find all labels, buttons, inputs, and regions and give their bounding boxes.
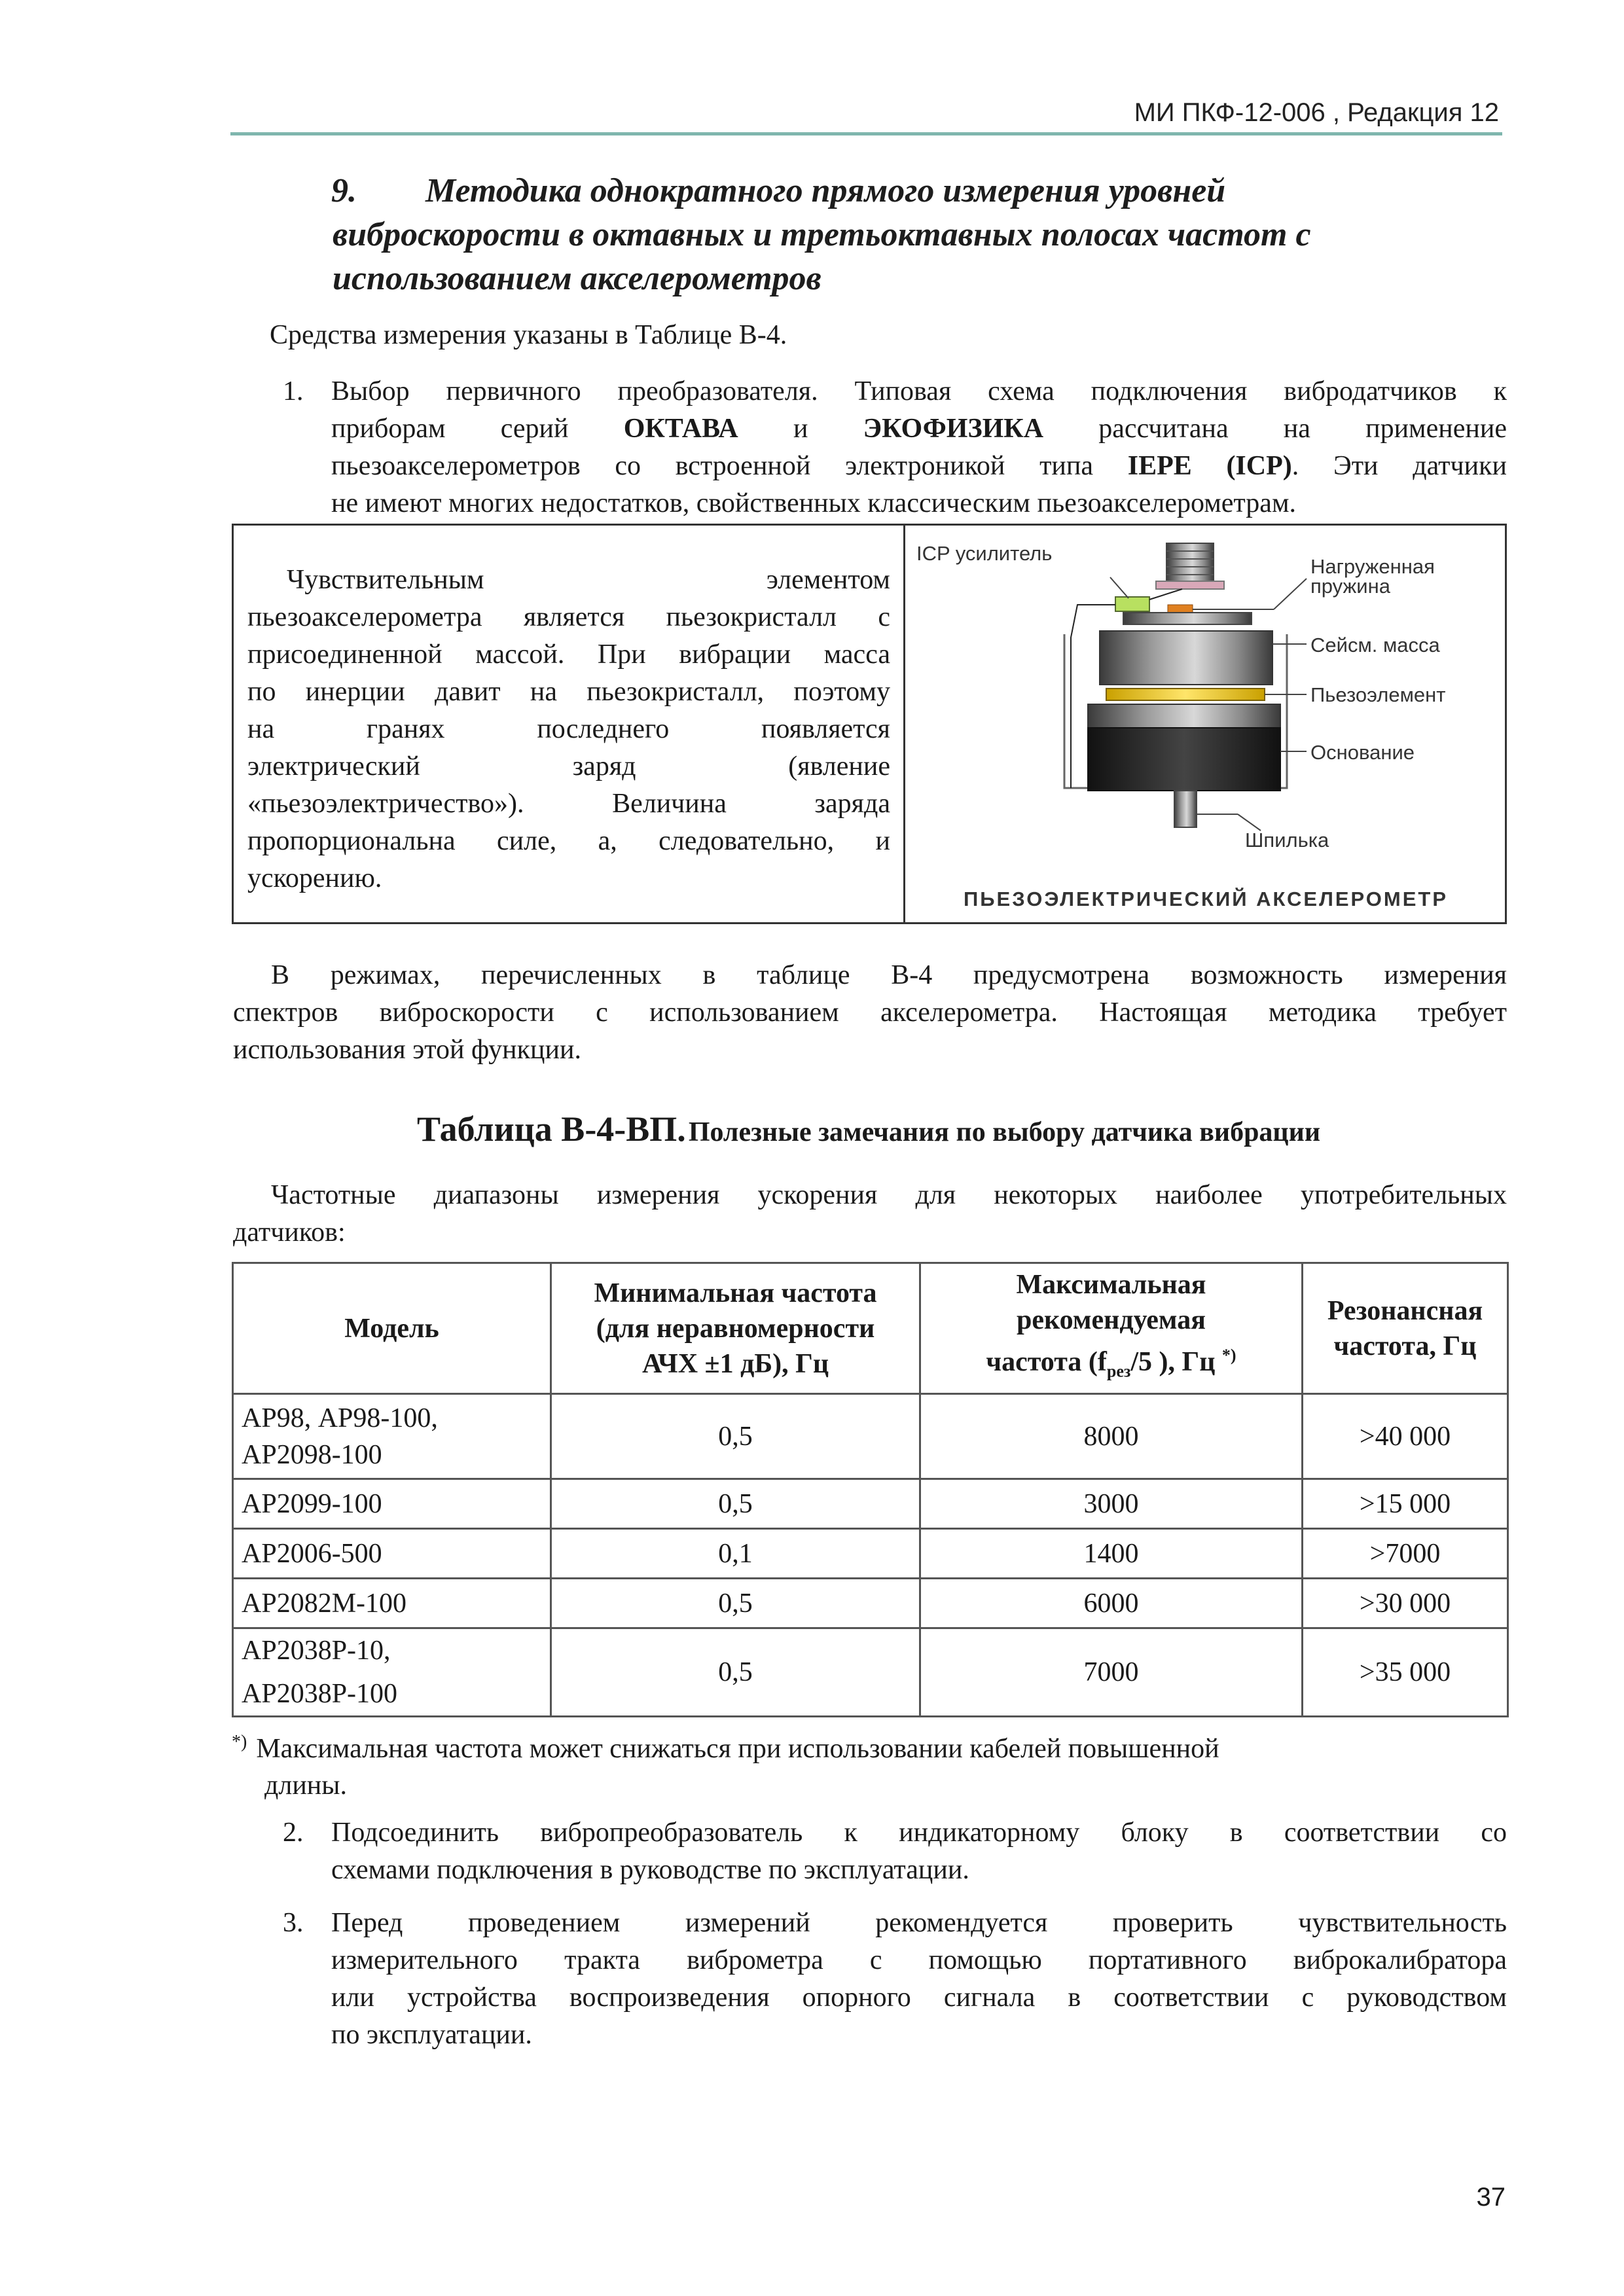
table-row: [233, 1394, 1508, 1479]
table-title: [230, 1109, 1507, 1149]
text-line: Перед проведением измерений рекомендуется проверить чувствительность: [331, 1908, 1507, 1938]
header-divider: [230, 132, 1502, 135]
cell-min: 0,5: [551, 1579, 920, 1628]
table-footnote: *) Максимальная частота может снижаться при использовании кабелей повышенной длины.: [232, 1732, 1219, 1801]
cell-model: АР2099-100: [233, 1479, 551, 1529]
text-line: по эксплуатации.: [331, 2020, 532, 2050]
modes-paragraph: [233, 957, 1507, 1069]
cell-max: 8000: [920, 1394, 1303, 1479]
table-row: [233, 1579, 1508, 1628]
header-model: Модель: [233, 1263, 551, 1394]
table-row: [233, 1529, 1508, 1579]
text-line: Выбор первичного преобразователя. Типовая схема подключения вибродатчиков к: [331, 376, 1507, 406]
list-number: 1.: [283, 376, 304, 406]
connector-flange: [1156, 581, 1224, 589]
seismic-mass: [1100, 631, 1272, 685]
text-line: Чувствительным элементом: [287, 565, 890, 595]
text-line: пропорциональна силе, а, следовательно, и: [247, 826, 890, 856]
label-base: Основание: [1310, 741, 1415, 764]
cell-resonance: >35 000: [1303, 1628, 1508, 1717]
cell-max: 1400: [920, 1529, 1303, 1579]
text-line: электрический заряд (явление: [247, 751, 890, 781]
intro-text: Средства измерения указаны в Таблице В-4.: [270, 320, 787, 350]
text-line: присоединенной массой. При вибрации масса: [247, 639, 890, 670]
text-line: датчиков:: [233, 1217, 346, 1247]
section-title-line: виброскорости в октавных и третьоктавных полосах частот с: [333, 216, 1311, 253]
sensor-table: [232, 1262, 1509, 1717]
label-icp-amplifier: ICP усилитель: [916, 542, 1053, 565]
label-piezo-element: Пьезоэлемент: [1310, 683, 1446, 706]
iepe-term: IEPE (ICP): [1127, 451, 1292, 481]
list-item-1: [331, 373, 1507, 522]
cell-max: 3000: [920, 1479, 1303, 1529]
list-item-3: [331, 1905, 1507, 2054]
text-line: приборам серий ОКТАВА и ЭКОФИЗИКА рассчитана на применение: [331, 414, 1507, 444]
text-line: пьезоакселерометров со встроенной электроникой типа IEPE (ICP). Эти датчики: [331, 451, 1507, 481]
text-line: ускорению.: [247, 863, 382, 893]
list-number: 2.: [283, 1818, 304, 1848]
text-line: по инерции давит на пьезокристалл, поэтому: [247, 677, 890, 707]
cell-min: 0,1: [551, 1529, 920, 1579]
box-text: [247, 562, 890, 897]
cell-min: 0,5: [551, 1394, 920, 1479]
text-line: на гранях последнего появляется: [247, 714, 890, 744]
text-line: или устройства воспроизведения опорного сигнала в соответствии с руководством: [331, 1982, 1507, 2013]
text-line: В режимах, перечисленных в таблице В-4 предусмотрена возможность измерения: [271, 960, 1507, 990]
footnote-mark: *): [232, 1732, 247, 1752]
text-line: Подсоединить вибропреобразователь к индикаторному блоку в соответствии со: [331, 1818, 1507, 1848]
text-line: схемами подключения в руководстве по эксплуатации.: [331, 1855, 969, 1885]
page-number: 37: [1476, 2183, 1506, 2212]
text-line: не имеют многих недостатков, свойственных классическим пьезоакселерометрам.: [331, 488, 1297, 518]
cell-max: 6000: [920, 1579, 1303, 1628]
table-title-sub: Полезные замечания по выбору датчика вибрации: [688, 1117, 1321, 1147]
list-item-2: [331, 1814, 1507, 1889]
section-title-line: использованием акселерометров: [333, 260, 821, 297]
mounting-stud: [1174, 791, 1197, 827]
piezo-element: [1106, 689, 1265, 700]
document-header: МИ ПКФ-12-006 , Редакция 12: [1134, 98, 1499, 127]
label-stud: Шпилька: [1245, 829, 1329, 852]
cell-model: АР2082М-100: [233, 1579, 551, 1628]
cell-model: АР2038Р-10, АР2038Р-100: [233, 1628, 551, 1717]
box-divider: [903, 524, 905, 924]
cell-resonance: >7000: [1303, 1529, 1508, 1579]
text-line: измерительного тракта виброметра с помощью портативного виброкалибратора: [331, 1945, 1507, 1975]
table-intro: [233, 1177, 1507, 1251]
preload-plate: [1123, 613, 1252, 624]
cell-model: АР98, АР98-100, АР2098-100: [233, 1394, 551, 1479]
header-max-frequency: Максимальная рекомендуемая частота ($f_{рез}/5$ ), Гц *): [920, 1263, 1303, 1394]
base: [1088, 728, 1280, 791]
header-resonance: Резонансная частота, Гц: [1303, 1263, 1508, 1394]
text-line: использования этой функции.: [233, 1035, 581, 1065]
cell-resonance: >40 000: [1303, 1394, 1508, 1479]
table-header-row: [233, 1263, 1508, 1394]
text-line: спектров виброскорости с использованием акселерометра. Настоящая методика требует: [233, 997, 1507, 1028]
base-top: [1088, 704, 1280, 728]
cell-resonance: >30 000: [1303, 1579, 1508, 1628]
cell-min: 0,5: [551, 1479, 920, 1529]
list-number: 3.: [283, 1908, 304, 1938]
figure-caption: ПЬЕЗОЭЛЕКТРИЧЕСКИЙ АКСЕЛЕРОМЕТР: [963, 888, 1449, 910]
connector-icon: [1166, 543, 1214, 581]
table-row: [233, 1628, 1508, 1717]
section-title-line: Методика однократного прямого измерения уровней: [425, 172, 1226, 209]
label-spring-1: Нагруженная: [1310, 555, 1435, 578]
header-min-frequency: Минимальная частота (для неравномерности АЧХ ±1 дБ), Гц: [551, 1263, 920, 1394]
section-number: 9.: [331, 172, 357, 209]
label-seismic-mass: Сейсм. масса: [1310, 634, 1440, 656]
table-title-main: Таблица В-4-ВП.: [416, 1109, 686, 1149]
text-line: пьезоакселерометра является пьезокристалл с: [247, 602, 890, 632]
brand-ecophysica: ЭКОФИЗИКА: [863, 414, 1044, 444]
accelerometer-diagram: [907, 526, 1504, 922]
icp-amplifier-board: [1115, 597, 1149, 611]
table-row: [233, 1479, 1508, 1529]
text-line: «пьезоэлектричество»). Величина заряда: [247, 789, 890, 819]
cell-resonance: >15 000: [1303, 1479, 1508, 1529]
cell-min: 0,5: [551, 1628, 920, 1717]
wire: [1149, 589, 1182, 600]
label-spring-2: пружина: [1310, 575, 1390, 598]
cell-model: АР2006-500: [233, 1529, 551, 1579]
brand-octava: ОКТАВА: [623, 414, 738, 444]
text-line: Частотные диапазоны измерения ускорения для некоторых наиболее употребительных: [271, 1180, 1507, 1210]
cell-max: 7000: [920, 1628, 1303, 1717]
